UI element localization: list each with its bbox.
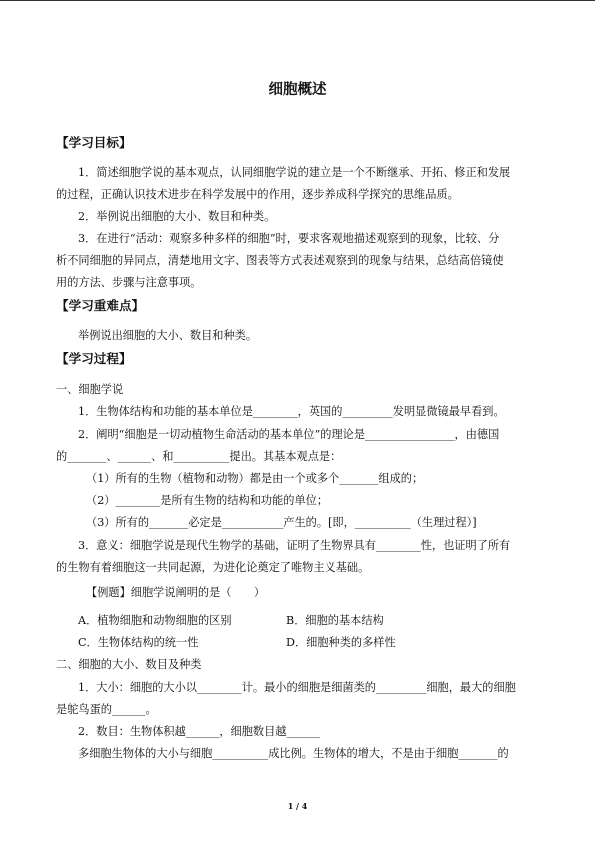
goal-1-line-1: 1．简述细胞学说的基本观点，认同细胞学说的建立是一个不断继承、开拓、修正和发展 bbox=[78, 166, 511, 179]
option-c: C．生物体结构的统一性 bbox=[78, 636, 199, 649]
goal-2: 2．举例说出细胞的大小、数目和种类。 bbox=[78, 210, 276, 223]
part-1-question-3-line-1: 3．意义：细胞学说是现代生物学的基础，证明了生物界具有________性，也证明了所有 bbox=[78, 539, 511, 552]
cell-theory-point-2: （2）________是所有生物的结构和功能的单位； bbox=[86, 494, 329, 507]
goal-3-line-2: 析不同细胞的异同点，清楚地用文字、图表等方式表述观察到的现象与结果，总结高倍镜使 bbox=[56, 254, 504, 267]
document-title: 细胞概述 bbox=[268, 82, 327, 98]
goal-1-line-2: 的过程，正确认识技术进步在科学发展中的作用，逐步养成科学探究的思维品质。 bbox=[56, 188, 459, 201]
option-b: B．细胞的基本结构 bbox=[286, 614, 384, 627]
part-1-heading: 一、细胞学说 bbox=[56, 383, 124, 396]
option-d: D．细胞种类的多样性 bbox=[286, 636, 396, 649]
section-heading-goals: 【学习目标】 bbox=[56, 135, 132, 150]
part-1-question-2-line-1: 2．阐明“细胞是一切动植物生命活动的基本单位”的理论是________________，由德国 bbox=[78, 428, 500, 441]
section-heading-key-points: 【学习重难点】 bbox=[56, 298, 145, 313]
goal-3-line-3: 用的方法、步骤与注意事项。 bbox=[56, 276, 202, 289]
part-2-heading: 二、细胞的大小、数目及种类 bbox=[56, 658, 202, 671]
part-2-question-1-line-2: 是鸵鸟蛋的______。 bbox=[56, 703, 157, 716]
key-points-text: 举例说出细胞的大小、数目和种类。 bbox=[78, 329, 258, 342]
section-heading-process: 【学习过程】 bbox=[56, 351, 132, 366]
part-2-question-2: 2．数目：生物体积越______，细胞数目越______ bbox=[78, 725, 321, 738]
part-1-question-1: 1．生物体结构和功能的基本单位是________，英国的_________发明显微镜最早看到。 bbox=[78, 405, 505, 418]
option-a: A．植物细胞和动物细胞的区别 bbox=[78, 614, 232, 627]
goal-3-line-1: 3．在进行“活动：观察多种多样的细胞”时，要求客观地描述观察到的现象，比较、分 bbox=[78, 232, 500, 245]
page-number: 1 / 4 bbox=[287, 801, 308, 811]
example-question: 【例题】细胞学说阐明的是（ ） bbox=[86, 586, 266, 599]
header-rule bbox=[0, 0, 595, 1]
cell-theory-point-3: （3）所有的_______必定是___________产生的。[即，__________（生理过程）] bbox=[86, 516, 477, 529]
part-1-question-3-line-2: 的生物有着细胞这一共同起源，为进化论奠定了唯物主义基础。 bbox=[56, 561, 370, 574]
part-2-question-1-line-1: 1．大小：细胞的大小以________计。最小的细胞是细菌类的_________细胞，最大的细胞 bbox=[78, 681, 516, 694]
part-1-question-2-line-2: 的_______、______、和__________提出。其基本观点是： bbox=[56, 450, 342, 463]
cell-theory-point-1: （1）所有的生物（植物和动物）都是由一个或多个_______组成的； bbox=[86, 472, 424, 485]
part-2-question-3: 多细胞生物体的大小与细胞__________成比例。生物体的增大，不是由于细胞_______的 bbox=[78, 747, 509, 760]
